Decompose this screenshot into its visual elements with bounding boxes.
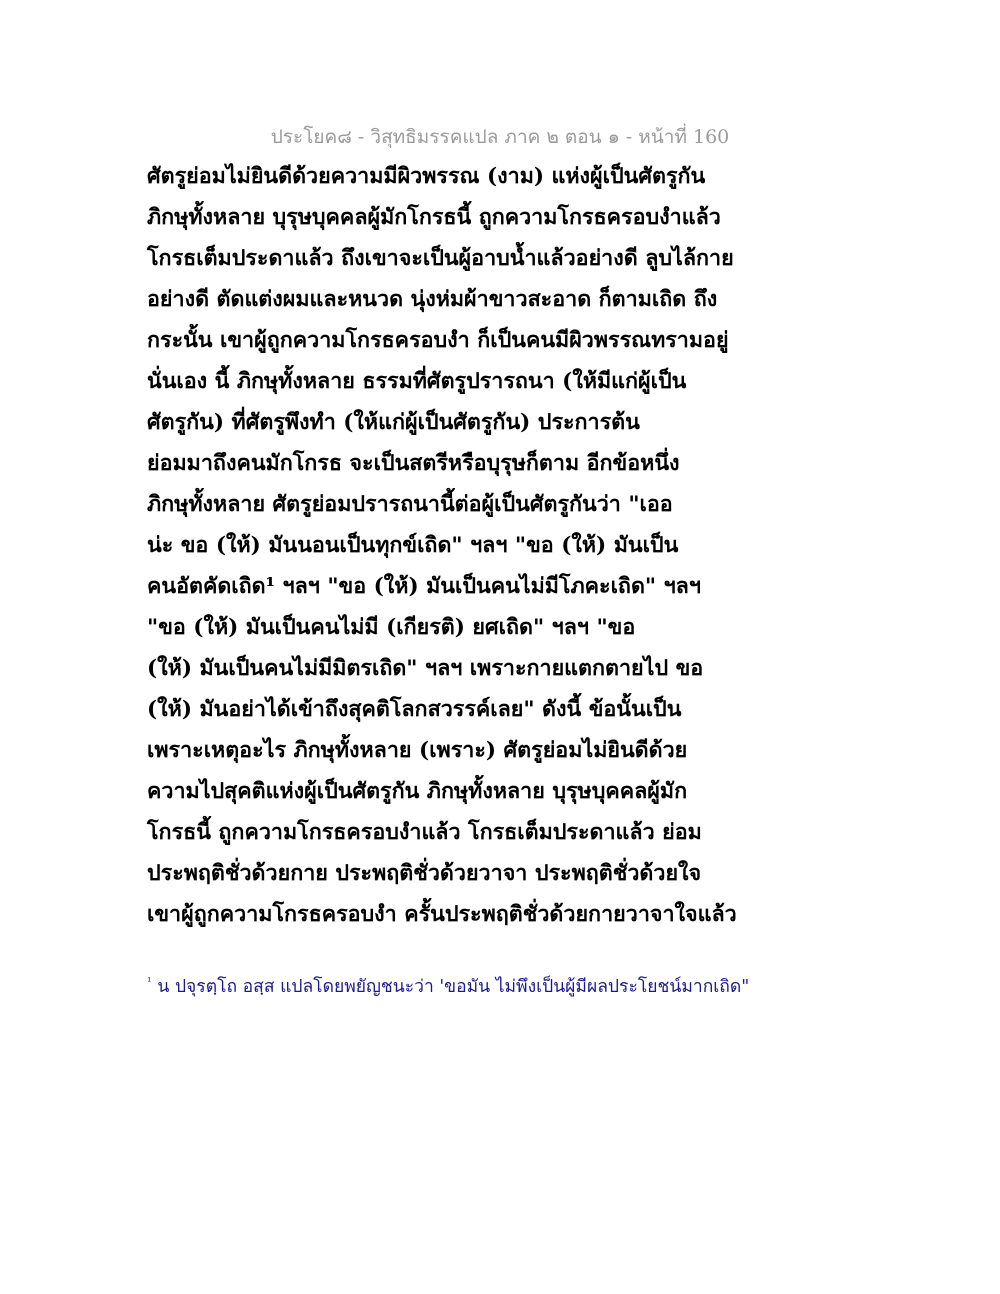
- page-header: ประโยค๘ - วิสุทธิมรรคแปล ภาค ๒ ตอน ๑ - หน้าที่ 160: [270, 126, 730, 148]
- body-line: ศัตรูย่อมไม่ยินดีด้วยความมีผิวพรรณ (งาม) แห่งผู้เป็นศัตรูกัน: [147, 164, 706, 189]
- body-line: กระนั้น เขาผู้ถูกความโกรธครอบงำ ก็เป็นคนมีผิวพรรณทรามอยู่: [147, 328, 729, 353]
- body-line: (ให้) มันอย่าได้เข้าถึงสุคติโลกสวรรค์เลย" ดังนี้ ข้อนั้นเป็น: [147, 697, 682, 722]
- body-line: "ขอ (ให้) มันเป็นคนไม่มี (เกียรติ) ยศเถิด" ฯลฯ "ขอ: [147, 615, 636, 640]
- body-line: โกรธเต็มประดาแล้ว ถึงเขาจะเป็นผู้อาบน้ำแล้วอย่างดี ลูบไล้กาย: [147, 246, 734, 271]
- footnote-text: น ปจุรตฺโถ อสฺส แปลโดยพยัญชนะว่า 'ขอมัน ไม่พึงเป็นผู้มีผลประโยชน์มากเถิด": [157, 977, 750, 997]
- body-line: โกรธนี้ ถูกความโกรธครอบงำแล้ว โกรธเต็มประดาแล้ว ย่อม: [147, 820, 702, 845]
- body-line: นั่นเอง นี้ ภิกษุทั้งหลาย ธรรมที่ศัตรูปรารถนา (ให้มีแก่ผู้เป็น: [147, 369, 687, 394]
- body-line: คนอัตคัดเถิด¹ ฯลฯ "ขอ (ให้) มันเป็นคนไม่มีโภคะเถิด" ฯลฯ: [147, 574, 701, 599]
- body-line: น่ะ ขอ (ให้) มันนอนเป็นทุกข์เถิด" ฯลฯ "ขอ (ให้) มันเป็น: [147, 533, 679, 558]
- body-line: ภิกษุทั้งหลาย ศัตรูย่อมปรารถนานี้ต่อผู้เป็นศัตรูกันว่า "เออ: [147, 492, 673, 517]
- body-line: เขาผู้ถูกความโกรธครอบงำ ครั้นประพฤติชั่วด้วยกายวาจาใจแล้ว: [147, 902, 737, 927]
- body-line: อย่างดี ตัดแต่งผมและหนวด นุ่งห่มผ้าขาวสะอาด ก็ตามเถิด ถึง: [147, 287, 718, 312]
- body-line: เพราะเหตุอะไร ภิกษุทั้งหลาย (เพราะ) ศัตรูย่อมไม่ยินดีด้วย: [147, 738, 688, 763]
- body-line: ศัตรูกัน) ที่ศัตรูพึงทำ (ให้แก่ผู้เป็นศัตรูกัน) ประการต้น: [147, 410, 640, 435]
- body-text: [147, 156, 867, 935]
- footnote-mark: ¹: [147, 975, 152, 988]
- body-line: ย่อมมาถึงคนมักโกรธ จะเป็นสตรีหรือบุรุษก็ตาม อีกข้อหนึ่ง: [147, 451, 680, 476]
- footnote: [147, 972, 867, 1000]
- body-line: ประพฤติชั่วด้วยกาย ประพฤติชั่วด้วยวาจา ประพฤติชั่วด้วยใจ: [147, 861, 702, 886]
- body-line: ภิกษุทั้งหลาย บุรุษบุคคลผู้มักโกรธนี้ ถูกความโกรธครอบงำแล้ว: [147, 205, 721, 230]
- body-line: ความไปสุคติแห่งผู้เป็นศัตรูกัน ภิกษุทั้งหลาย บุรุษบุคคลผู้มัก: [147, 779, 688, 804]
- body-line: (ให้) มันเป็นคนไม่มีมิตรเถิด" ฯลฯ เพราะกายแตกตายไป ขอ: [147, 656, 704, 681]
